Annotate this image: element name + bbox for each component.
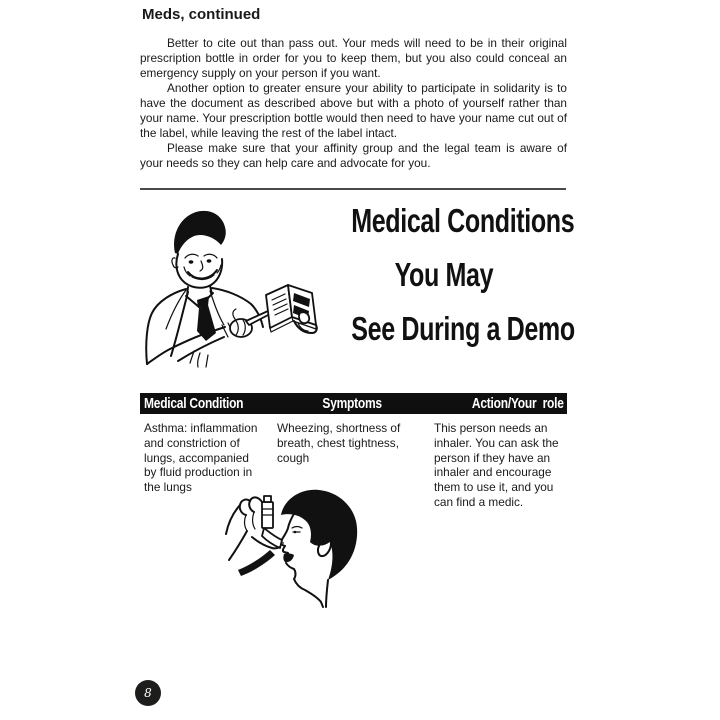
paragraph: Better to cite out than pass out. Your meds will need to be in their original prescription bottle in order for you to keep them, but you also could conceal an emergency supply on your person if you want. xyxy=(140,36,567,80)
section-divider xyxy=(140,188,566,190)
paragraph: Please make sure that your affinity group and the legal team is aware of your needs so they can help care and advocate for you. xyxy=(140,141,567,170)
cell-symptoms: Wheezing, shortness of breath, chest tightness, cough xyxy=(277,421,401,465)
table-header-condition: Medical Condition xyxy=(144,395,244,412)
cell-action: This person needs an inhaler. You can ask the person if they have an inhaler and encourage them to use it, and you can find a medic. xyxy=(434,421,559,509)
page-title: Meds, continued xyxy=(142,6,261,23)
table-header-row xyxy=(140,393,567,414)
heading-line-3: See During a Demo xyxy=(351,310,575,347)
page-number-badge xyxy=(135,680,161,706)
heading-line-1: Medical Conditions xyxy=(351,202,575,239)
inhaler-use-illustration xyxy=(224,482,370,608)
paragraph: Another option to greater ensure your ability to participate in solidarity is to have the document as described above but with a photo of yourself rather than your name. Your prescription bottle would then need to have your name cut out of the label, while leaving the rest of the label intact. xyxy=(140,81,567,140)
cell-condition: Asthma: inflammation and constriction of lungs, accompanied by fluid production in the lungs xyxy=(144,421,258,495)
body-text xyxy=(140,36,567,171)
heading-line-2: You May xyxy=(394,256,494,293)
table-header-symptoms: Symptoms xyxy=(322,395,382,412)
page-number: 8 xyxy=(144,686,152,700)
section-heading xyxy=(316,202,575,366)
man-with-booklet-illustration xyxy=(142,201,324,369)
table-header-action: Action/Your role xyxy=(472,395,564,412)
